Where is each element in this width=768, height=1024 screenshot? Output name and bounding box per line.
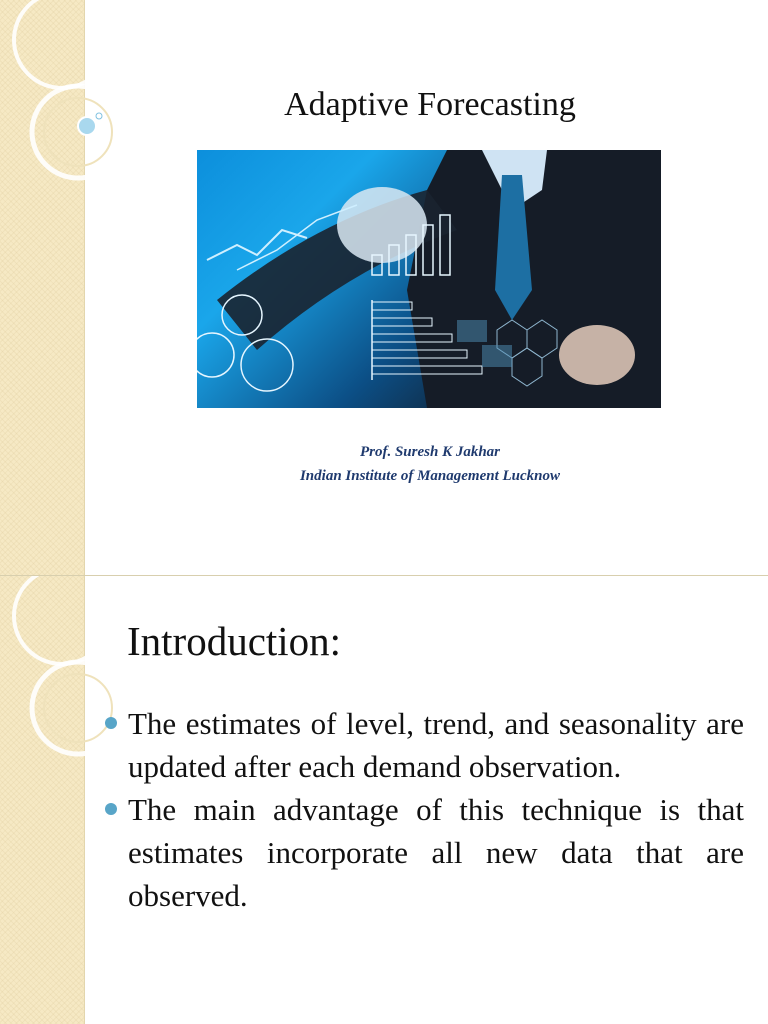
introduction-slide bbox=[0, 576, 768, 1024]
bullet-text: The main advantage of this technique is that estimates incorporate all new data that are observed. bbox=[128, 792, 744, 913]
author-block bbox=[180, 440, 680, 488]
bullet-icon bbox=[105, 717, 117, 729]
bullet-icon bbox=[105, 803, 117, 815]
author-affiliation: Indian Institute of Management Lucknow bbox=[299, 468, 561, 484]
bullet-text: The estimates of level, trend, and seasonality are updated after each demand observation. bbox=[128, 706, 744, 784]
list-item bbox=[100, 788, 744, 917]
slide-heading: Introduction: bbox=[127, 618, 342, 664]
decorative-circles-icon bbox=[0, 0, 120, 200]
decorative-side-band bbox=[0, 0, 85, 576]
decorative-side-band bbox=[0, 576, 85, 1024]
business-analytics-image bbox=[197, 150, 661, 408]
slide-title: Adaptive Forecasting bbox=[284, 86, 576, 123]
author-name: Prof. Suresh K Jakhar bbox=[359, 444, 501, 460]
bullet-list bbox=[100, 702, 744, 917]
list-item bbox=[100, 702, 744, 788]
